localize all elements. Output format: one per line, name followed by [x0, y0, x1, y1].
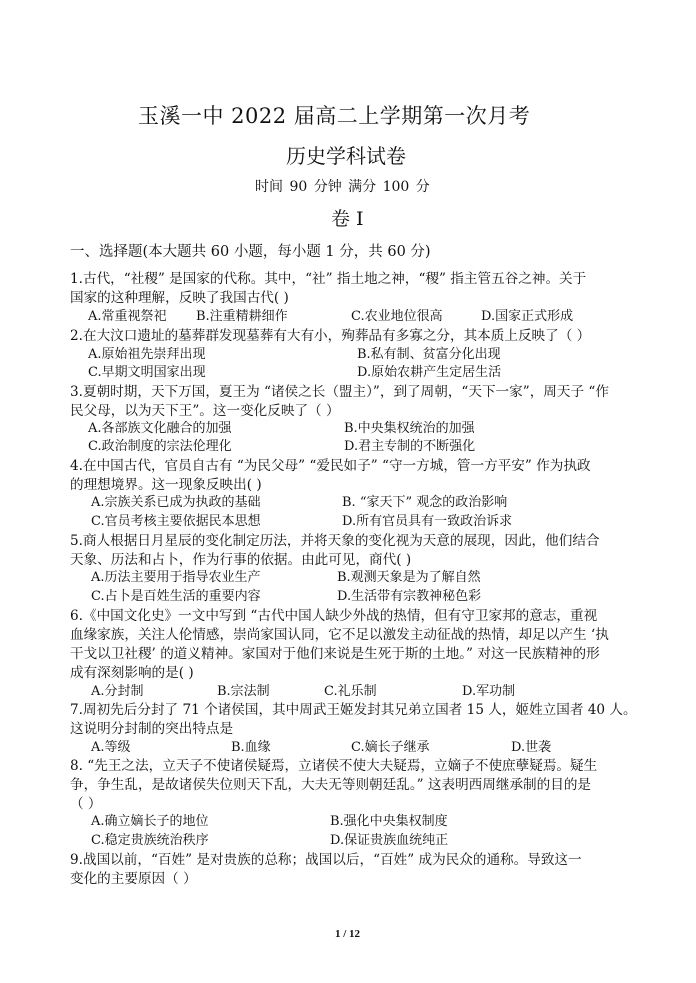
page-number: 1 / 12 — [335, 928, 361, 940]
question-6-option-c: C.礼乐制 — [324, 684, 377, 699]
question-5-line-1: 5.商人根据日月星辰的变化制定历法，并将天象的变化视为天意的展现，因此，他们结合 — [70, 533, 600, 549]
question-5-option-b: B.观测天象是为了解自然 — [337, 570, 481, 585]
question-4-line-2: 的理想境界。这一现象反映出( ) — [70, 477, 262, 493]
question-3-option-d: D.君主专制的不断强化 — [344, 439, 476, 454]
section-heading: 一、选择题(本大题共 60 小题，每小题 1 分，共 60 分) — [70, 244, 431, 260]
question-3-option-b: B.中央集权统治的加强 — [344, 421, 475, 436]
question-3-option-a: A.各部族文化融合的加强 — [88, 421, 232, 436]
question-8-option-d: D.保证贵族血统纯正 — [330, 833, 449, 848]
question-6-option-b: B.宗法制 — [217, 684, 270, 699]
question-8-option-b: B.强化中央集权制度 — [330, 814, 448, 829]
question-1-line-1: 1.古代，“社稷” 是国家的代称。其中，“社” 指土地之神，“稷” 指主管五谷之神。关于 — [70, 271, 587, 287]
question-8-option-a: A.确立嫡长子的地位 — [91, 814, 209, 829]
question-6-line-2: 血缘家族，关注人伦情感，崇尚家国认同，它不足以激发主动征战的热情，却足以产生 ‘执 — [70, 627, 609, 643]
question-2-option-c: C.早期文明国家出现 — [88, 365, 206, 380]
question-5-option-a: A.历法主要用于指导农业生产 — [91, 570, 261, 585]
question-3-line-1: 3.夏朝时期，天下万国，夏王为 “诸侯之长（盟主）”，到了周朝，“天下一家”，周天子 “作 — [70, 384, 609, 400]
question-6-option-a: A.分封制 — [91, 684, 144, 699]
question-2-option-a: A.原始祖先崇拜出现 — [88, 347, 206, 362]
exam-subtitle: 历史学科试卷 — [286, 144, 406, 168]
volume-label: 卷 I — [331, 208, 364, 230]
question-2-option-b: B.私有制、贫富分化出现 — [357, 347, 501, 362]
question-2-line-1: 2.在大汶口遗址的墓葬群发现墓葬有大有小，殉葬品有多寡之分，其本质上反映了（ ） — [70, 328, 591, 344]
question-7-option-c: C.嫡长子继承 — [351, 740, 430, 755]
question-5-line-2: 天象、历法和占卜，作为行事的依据。由此可见，商代( ) — [70, 552, 412, 568]
question-8-line-2: 争，争生乱，是故诸侯失位则天下乱，大夫无等则朝廷乱。” 这表明西周继承制的目的是 — [70, 777, 592, 793]
question-8-line-3: （ ） — [70, 796, 102, 812]
question-1-option-c: C.农业地位很高 — [351, 309, 443, 324]
question-9-line-1: 9.战国以前，“百姓” 是对贵族的总称；战国以后，“百姓” 成为民众的通称。导致这一 — [70, 852, 582, 868]
question-7-line-2: 这说明分封制的突出特点是 — [70, 721, 234, 737]
question-3-line-2: 民父母，以为天下王”。这一变化反映了（ ） — [70, 403, 340, 419]
question-7-option-a: A.等级 — [91, 740, 131, 755]
question-4-line-1: 4.在中国古代，官员自古有 “为民父母” “爱民如子” “守一方城，管一方平安” 作为执政 — [70, 458, 591, 474]
question-2-option-d: D.原始农耕产生定居生活 — [357, 365, 502, 380]
question-7-line-1: 7.周初先后分封了 71 个诸侯国，其中周武王姬发封其兄弟立国者 15 人，姬姓立国者 40 人。 — [70, 702, 637, 718]
question-1-line-2: 国家的这种理解，反映了我国古代( ) — [70, 290, 289, 306]
question-4-option-d: D.所有官员具有一致政治诉求 — [342, 514, 513, 529]
question-7-option-b: B.血缘 — [231, 740, 271, 755]
question-6-option-d: D.军功制 — [462, 684, 516, 699]
exam-title: 玉溪一中 2022 届高二上学期第一次月考 — [138, 104, 531, 128]
question-6-line-1: 6.《中国文化史》一文中写到 “古代中国人缺少外战的热情，但有守卫家邦的意志，重视 — [70, 608, 598, 624]
question-4-option-b: B. “家天下” 观念的政治影响 — [342, 495, 508, 510]
time-score-info: 时间 90 分钟 满分 100 分 — [255, 179, 430, 195]
question-5-option-c: C.占卜是百姓生活的重要内容 — [91, 589, 261, 604]
question-8-option-c: C.稳定贵族统治秩序 — [91, 833, 209, 848]
question-7-option-d: D.世袭 — [511, 740, 552, 755]
question-4-option-c: C.官员考核主要依据民本思想 — [91, 514, 261, 529]
question-1-option-d: D.国家正式形成 — [481, 309, 574, 324]
question-1-option-b: B.注重精耕细作 — [196, 309, 288, 324]
question-3-option-c: C.政治制度的宗法伦理化 — [88, 439, 232, 454]
question-5-option-d: D.生活带有宗教神秘色彩 — [337, 589, 482, 604]
question-9-line-2: 变化的主要原因（ ） — [70, 871, 197, 887]
question-4-option-a: A.宗族关系已成为执政的基础 — [91, 495, 261, 510]
question-8-line-1: 8. “先王之法，立天子不使诸侯疑焉，立诸侯不使大夫疑焉，立嫡子不使庶孽疑焉。疑生 — [70, 758, 598, 774]
question-1-option-a: A.常重视祭祀 — [88, 309, 167, 324]
question-6-line-4: 成有深刻影响的是( ) — [70, 665, 194, 681]
question-6-line-3: 干戈以卫社稷’ 的道义精神。家国对于他们来说是生死于斯的土地。” 对这一民族精神的形 — [70, 646, 600, 662]
